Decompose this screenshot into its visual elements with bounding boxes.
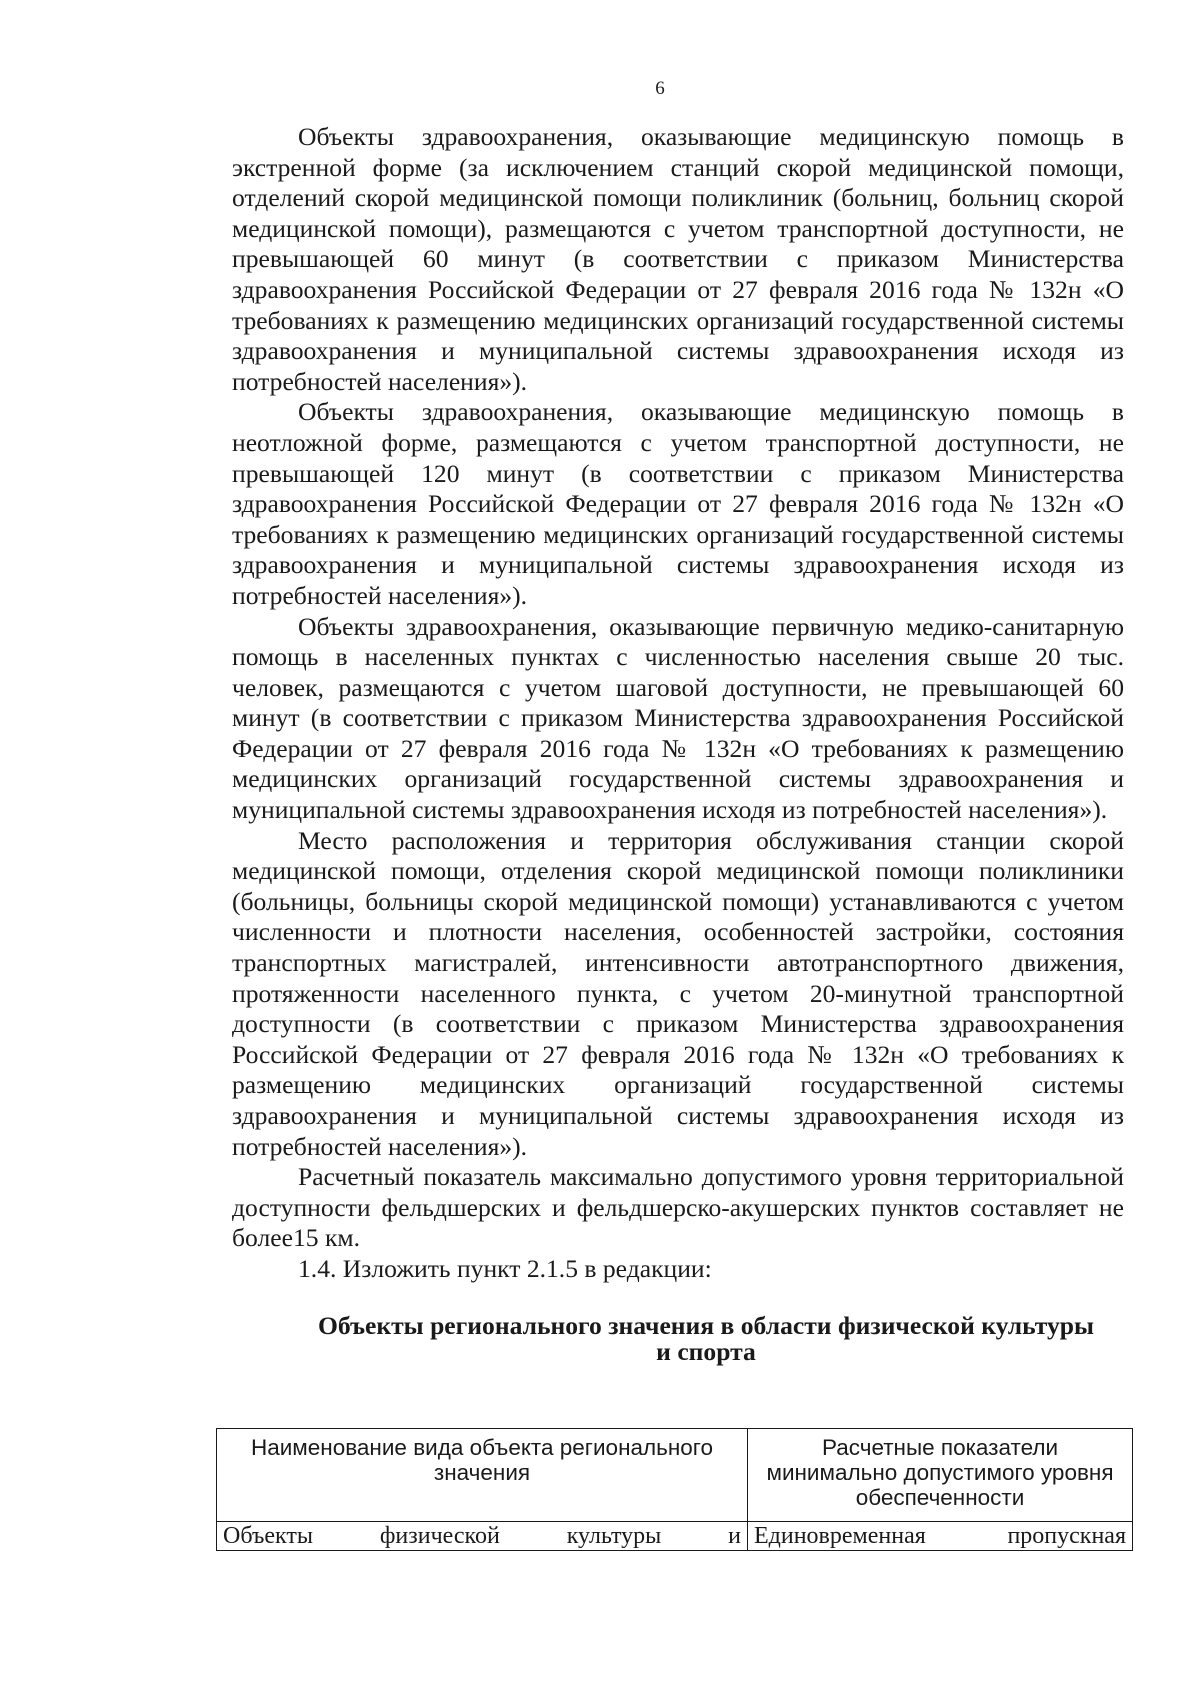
- section-title-line-2: и спорта: [656, 1336, 756, 1366]
- cell-word: и: [728, 1523, 741, 1549]
- paragraph-urgent-care: Объекты здравоохранения, оказывающие медицинскую помощь в неотложной форме, размещаются с учетом транспортной доступности, не превышающей 120 минут (в соответствии с приказом Министерства здравоохранения Российской Федерации от 27 февраля 2016 года № 132н «О требованиях к размещению медицинских организаций государственной системы здравоохранения и муниципальной системы здравоохранения исходя из потребностей населения»).: [232, 397, 1124, 610]
- table-header-row: [217, 1429, 1133, 1522]
- cell-word: Объекты: [223, 1523, 313, 1549]
- page-number: 6: [655, 78, 665, 99]
- paragraph-primary-care: Объекты здравоохранения, оказывающие первичную медико-санитарную помощь в населенных пунктах с численностью населения свыше 20 тыс. человек, размещаются с учетом шаговой доступности, не превышающей 60 минут (в соответствии с приказом Министерства здравоохранения Российской Федерации от 27 февраля 2016 года № 132н «О требованиях к размещению медицинских организаций государственной системы здравоохранения и муниципальной системы здравоохранения исходя из потребностей населения»).: [232, 611, 1124, 825]
- cell-word: культуры: [566, 1523, 662, 1549]
- paragraph-ambulance-station: Место расположения и территория обслуживания станции скорой медицинской помощи, отделения скорой медицинской помощи поликлиники (больницы, больницы скорой медицинской помощи) устанавливаются с учетом численности и плотности населения, особенностей застройки, состояния транспортных магистралей, интенсивности автотранспортного движения, протяженности населенного пункта, с учетом 20-минутной транспортной доступности (в соответствии с приказом Министерства здравоохранения Российской Федерации от 27 февраля 2016 года № 132н «О требованиях к размещению медицинских организаций государственной системы здравоохранения и муниципальной системы здравоохранения исходя из потребностей населения»).: [232, 825, 1124, 1161]
- cell-word: физической: [379, 1523, 500, 1549]
- section-title-line-1: Объекты регионального значения в области физической культуры: [318, 1310, 1094, 1340]
- table-row: [217, 1522, 1133, 1551]
- header-object-type: Наименование вида объекта регионального значения: [217, 1429, 748, 1522]
- paragraph-amendment: 1.4. Изложить пункт 2.1.5 в редакции:: [298, 1253, 712, 1283]
- cell-word: Единовременная: [754, 1523, 926, 1549]
- document-body: [232, 122, 1124, 1365]
- requirements-table: [216, 1428, 1133, 1551]
- table-cell-indicator: [748, 1522, 1133, 1551]
- section-title: [232, 1310, 1124, 1366]
- paragraph-feldsher-points: Расчетный показатель максимально допустимого уровня территориальной доступности фельдшерских и фельдшерско-акушерских пунктов составляет не более15 км.: [232, 1162, 1124, 1253]
- paragraph-emergency-care: Объекты здравоохранения, оказывающие медицинскую помощь в экстренной форме (за исключением станций скорой медицинской помощи, отделений скорой медицинской помощи поликлиник (больниц, больниц скорой медицинской помощи), размещаются с учетом транспортной доступности, не превышающей 60 минут (в соответствии с приказом Министерства здравоохранения Российской Федерации от 27 февраля 2016 года № 132н «О требованиях к размещению медицинских организаций государственной системы здравоохранения и муниципальной системы здравоохранения исходя из потребностей населения»).: [232, 122, 1124, 396]
- table-cell-object-type: [217, 1522, 748, 1551]
- cell-word: пропускная: [1007, 1523, 1126, 1549]
- header-indicators: Расчетные показатели минимально допустимого уровня обеспеченности: [748, 1429, 1133, 1522]
